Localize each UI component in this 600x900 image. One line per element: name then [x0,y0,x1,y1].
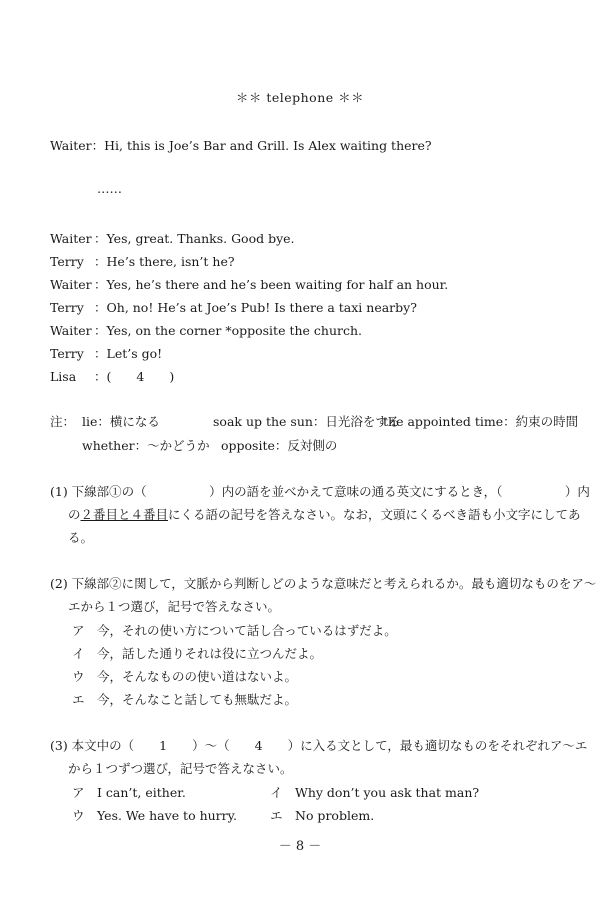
question-1-line: る。 [68,530,94,545]
note-item: soak up the sun：日光浴をする [213,414,401,429]
notes-label: 注： [50,414,76,429]
dialogue-line: Waiter ：Yes, he’s there and he’s been waiting for half an hour. [50,277,449,292]
choice-item: エ 今，そんなこと話しても無駄だよ。 [72,692,298,707]
choice-label: ア [72,623,85,638]
speaker-name: Terry [50,346,84,361]
dialogue-line: Terry ：He’s there, isn’t he? [50,254,235,269]
dialogue-line: Terry ：Let’s go! [50,346,163,361]
dialogue-text: Yes, he’s there and he’s been waiting for half an hour. [106,277,449,292]
underlined-text: ２番目と４番目 [80,507,169,522]
choice-label: ウ [72,669,85,684]
note-item: opposite：反対側の [221,438,338,453]
dialogue-text: Let’s go! [106,346,163,361]
section-title: ＊＊ telephone ＊＊ [235,90,365,105]
choice-label: エ [270,808,283,823]
page-number: － 8 － [278,839,322,854]
speaker-name: Terry [50,254,84,269]
question-3-line: から１つずつ選び，記号で答えなさい。 [68,761,293,776]
choice-item: ウ Yes. We have to hurry. [72,808,238,823]
note-item: the appointed time：約束の時間 [383,414,579,429]
speaker-name: Waiter [50,277,92,292]
speaker-name: Waiter [50,323,92,338]
dialogue-line: Waiter：Hi, this is Joe’s Bar and Grill. Is Alex waiting there? [50,138,432,153]
choice-label: イ [72,646,85,661]
speaker-name: Lisa [50,369,77,384]
choice-item: イ Why don’t you ask that man? [270,785,480,800]
question-2-line: エから１つ選び，記号で答えなさい。 [68,599,281,614]
answer-blank-4: ( 4 ) [106,369,175,384]
omitted-text-ellipsis: …… [97,181,122,196]
dialogue-text: He’s there, isn’t he? [106,254,235,269]
choice-item: イ 今，話した通りそれは役に立つんだよ。 [72,646,323,661]
dialogue-text: Yes, on the corner *opposite the church. [106,323,362,338]
dialogue-text: Hi, this is Joe’s Bar and Grill. Is Alex waiting there? [104,138,432,153]
note-item: lie：横になる [82,414,160,429]
dialogue-line: Lisa ：( 4 ) [50,369,175,384]
choice-item: エ No problem. [270,808,375,823]
question-1-line: (1) 下線部①の（ ）内の語を並べかえて意味の通る英文にするとき，（ ）内 [50,484,590,499]
dialogue-line: Waiter ：Yes, great. Thanks. Good bye. [50,231,295,246]
choice-label: ウ [72,808,85,823]
question-2-line: (2) 下線部②に関して，文脈から判断しどのような意味だと考えられるか。最も適切なものをア～ [50,576,597,591]
dialogue-text: Oh, no! He’s at Joe’s Pub! Is there a taxi nearby? [106,300,417,315]
speaker-name: Terry [50,300,84,315]
choice-item: ウ 今，そんなものの使い道はないよ。 [72,669,298,684]
dialogue-line: Waiter ：Yes, on the corner *opposite the church. [50,323,362,338]
question-1-line: の２番目と４番目にくる語の記号を答えなさい。なお，文頭にくるべき語も小文字にしてあ [68,507,581,522]
question-3-line: (3) 本文中の（ 1 ）～（ 4 ）に入る文として，最も適切なものをそれぞれア～エ [50,738,588,753]
dialogue-line: Terry ：Oh, no! He’s at Joe’s Pub! Is there a taxi nearby? [50,300,417,315]
choice-label: イ [270,785,283,800]
note-item: whether：～かどうか [82,438,210,453]
choice-item: ア 今，それの使い方について話し合っているはずだよ。 [72,623,397,638]
speaker-name: Waiter [50,231,92,246]
choice-label: ア [72,785,85,800]
choice-item: ア I can’t, either. [72,785,186,800]
speaker-name: Waiter [50,138,92,153]
choice-label: エ [72,692,85,707]
dialogue-text: Yes, great. Thanks. Good bye. [106,231,295,246]
